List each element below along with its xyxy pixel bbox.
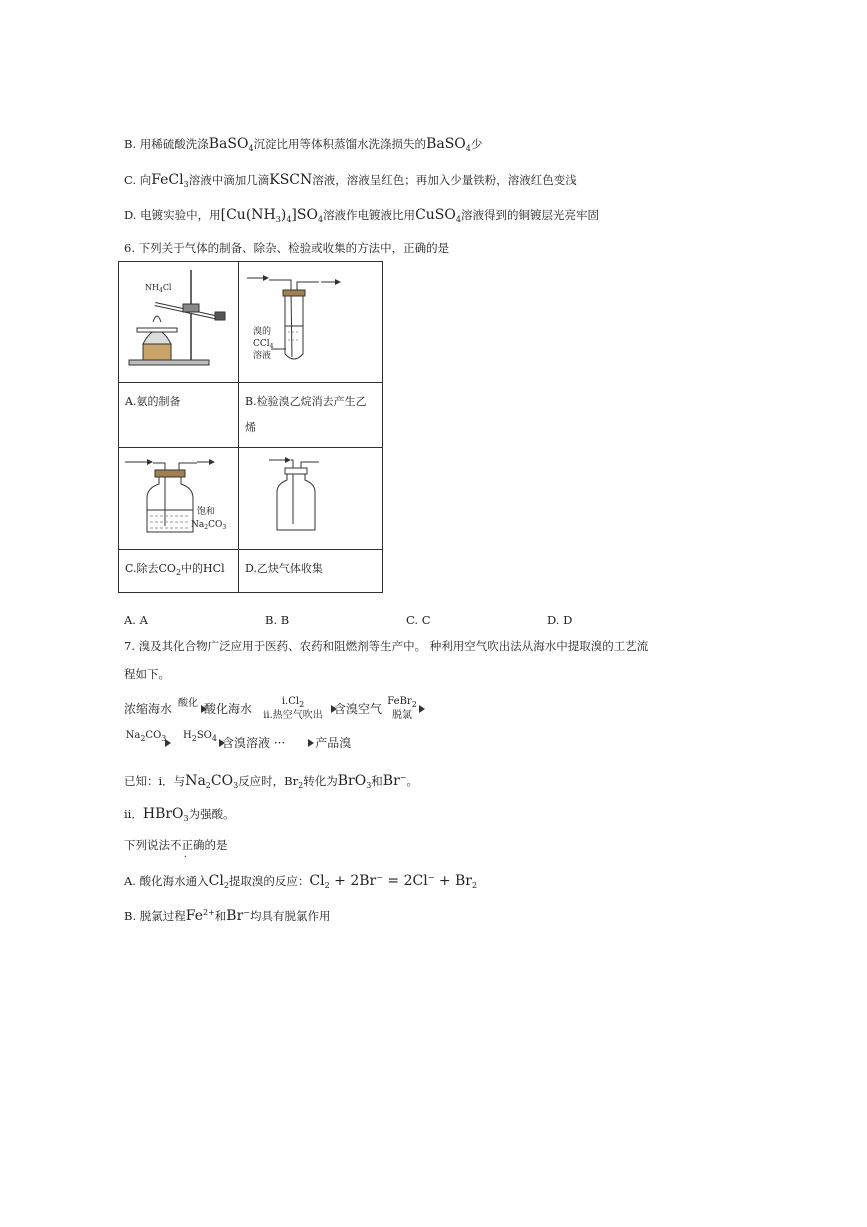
- q7-flow-row2: [124, 730, 351, 755]
- q6-option-a: A. A: [124, 613, 148, 627]
- flow-step-bromine-air: 含溴空气: [334, 702, 383, 716]
- flow-arrow-acidify: 酸化: [172, 698, 204, 720]
- q7-question: 下列说法不正确的是: [124, 838, 228, 852]
- q6-figure-a: [119, 262, 239, 383]
- q7-known-1: 已知：i．与$Na_2CO_3$反应时，$Br_2$转化为BrO$_3$和Br−。: [124, 773, 418, 790]
- flow-step-bromine-solution: 含溴溶液 ···: [222, 736, 286, 750]
- q5-option-b: B. 用稀硫酸洗涤BaSO$_4$沉淀比用等体积蒸馏水洗涤损失的BaSO$_4$少: [124, 136, 483, 153]
- q6-option-c: C. C: [406, 613, 431, 627]
- flow-step-product-bromine: 产品溴: [315, 736, 352, 750]
- q7-option-b: B. 脱氯过程$Fe^{2+}$和Br−均具有脱氯作用: [124, 908, 331, 924]
- q6-caption-d: D.乙炔气体收集: [239, 550, 383, 593]
- q6-apparatus-table: [118, 261, 383, 593]
- q7-known-2: ii．HBrO$_3$为强酸。: [124, 806, 235, 823]
- flow-arrow-sulfuric-acid: $H_2SO_4$: [178, 730, 222, 755]
- wash-bottle-diagram: [119, 448, 238, 546]
- q7-option-a: A. 酸化海水通入$Cl_2$提取溴的反应：$Cl_2 + 2Br^- = 2Cl^- + Br_2$: [124, 873, 478, 890]
- q5-option-d: D. 电镀实验中，用$[Cu(NH_3)_4]SO_4$溶液作电镀液比用CuSO$_4$溶液得到的铜镀层光亮牢固: [124, 207, 599, 224]
- bromine-test-tube-diagram: [239, 262, 382, 379]
- bromine-solution-label-1: 溴的: [253, 327, 272, 337]
- q6-caption-b: B.检验溴乙烷消去产生乙烯: [239, 383, 383, 448]
- saturated-label-2: $Na_2CO_3$: [191, 520, 227, 531]
- flow-step-acidified-seawater: 酸化海水: [204, 702, 253, 716]
- q6-figure-b: [239, 262, 383, 383]
- flow-step-concentrated-seawater: 浓缩海水: [124, 702, 173, 716]
- q6-figure-c: [119, 448, 239, 550]
- flow-arrow-chlorine: $i.Cl_2$ ii.热空气吹出: [252, 696, 334, 721]
- saturated-label-1: 饱和: [197, 507, 216, 517]
- ammonia-apparatus-diagram: [119, 262, 238, 379]
- q6-figure-d: [239, 448, 383, 550]
- bromine-solution-label-2: CCl$_4$: [253, 339, 274, 350]
- nh4cl-label: $NH_4Cl$: [145, 283, 172, 294]
- q5-option-c: C. 向FeCl$_3$溶液中滴加几滴KSCN溶液，溶液呈红色；再加入少量铁粉，溶液红色变浅: [124, 172, 577, 189]
- q7-flow-row1: [124, 696, 422, 721]
- q7-stem-line2: 程如下。: [124, 667, 170, 681]
- flow-arrow-final: [289, 732, 311, 754]
- flow-arrow-dechlorinate: FeBr$_2$ 脱氯: [382, 696, 422, 721]
- q6-option-b: B. B: [265, 613, 290, 627]
- q6-caption-a: A.氨的制备: [119, 383, 239, 448]
- q7-stem-line1: 7. 溴及其化合物广泛应用于医药、农药和阻燃剂等生产中。 种利用空气吹出法从海水中提取溴的工艺流: [124, 639, 649, 653]
- q6-option-d: D. D: [547, 613, 573, 627]
- q6-stem: 6. 下列关于气体的制备、除杂、检验或收集的方法中，正确的是: [124, 241, 450, 255]
- bromine-solution-label-3: 溶液: [253, 351, 272, 361]
- q6-caption-c: C.除去$CO_2$中的HCl: [119, 550, 239, 593]
- gas-collection-diagram: [239, 448, 382, 546]
- flow-arrow-sodium-carbonate: $Na_2CO_3$: [124, 730, 168, 755]
